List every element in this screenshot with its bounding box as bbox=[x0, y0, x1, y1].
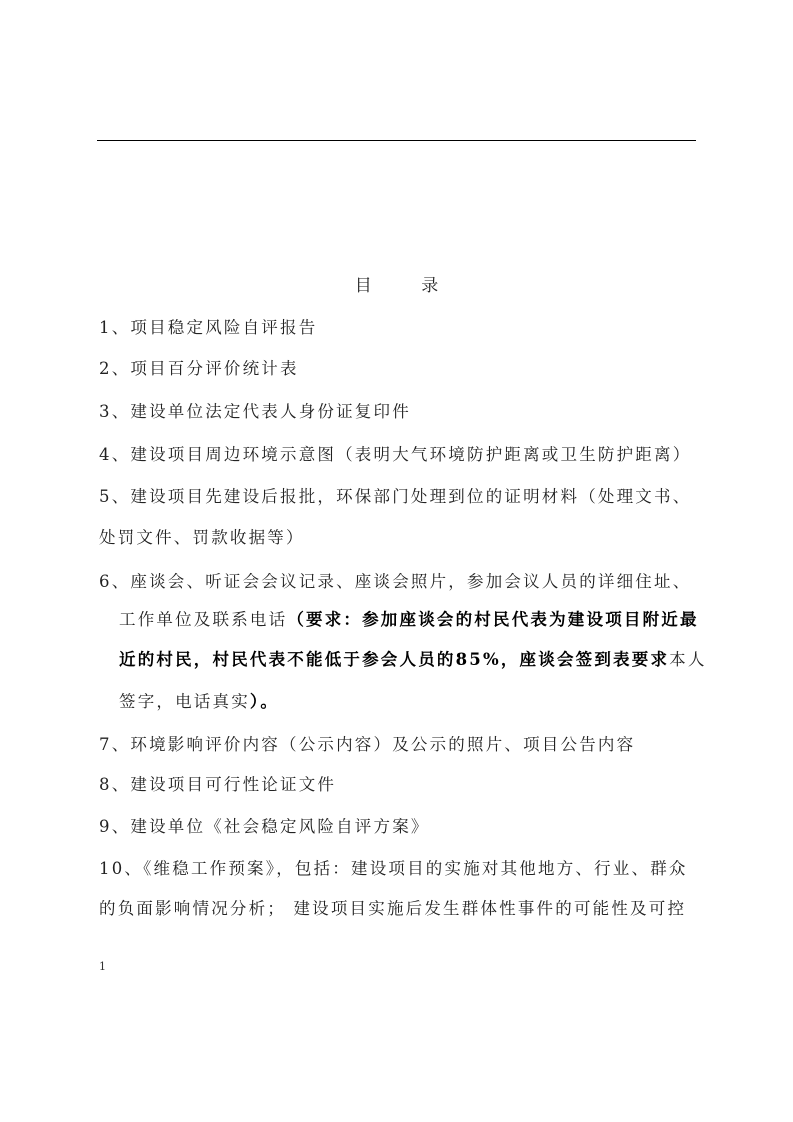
toc-item-7: 7、环境影响评价内容（公示内容）及公示的照片、项目公告内容 bbox=[99, 735, 636, 754]
toc-item-5-line-1: 5、建设项目先建设后报批，环保部门处理到位的证明材料（处理文书、 bbox=[99, 487, 692, 506]
toc-item-10-line-1: 10、《维稳工作预案》，包括：建设项目的实施对其他地方、行业、群众 bbox=[99, 859, 688, 878]
toc-title: 目 录 bbox=[354, 276, 461, 296]
toc-item-1: 1、项目稳定风险自评报告 bbox=[99, 318, 318, 337]
toc-item-6-line-4 bbox=[119, 690, 279, 714]
toc-item-6-line-3 bbox=[119, 648, 707, 672]
requirement-text-cont: 近的村民，村民代表不能低于参会人员的85%，座谈会签到表要求 bbox=[119, 650, 670, 669]
toc-item-8: 8、建设项目可行性论证文件 bbox=[99, 775, 337, 794]
toc-item-2: 2、项目百分评价统计表 bbox=[99, 359, 299, 378]
page-number: 1 bbox=[99, 960, 106, 973]
signature-text-cont: 签字，电话真实 bbox=[119, 692, 250, 711]
toc-item-3: 3、建设单位法定代表人身份证复印件 bbox=[99, 402, 411, 421]
toc-item-9: 9、建设单位《社会稳定风险自评方案》 bbox=[99, 817, 430, 836]
contact-text: 工作单位及联系电话 bbox=[119, 610, 288, 629]
header-rule bbox=[97, 140, 696, 141]
toc-item-10-line-2: 的负面影响情况分析； 建设项目实施后发生群体性事件的可能性及可控 bbox=[99, 899, 687, 918]
toc-item-6-line-1: 6、座谈会、听证会会议记录、座谈会照片，参加会议人员的详细住址、 bbox=[99, 572, 692, 591]
requirement-text: （要求：参加座谈会的村民代表为建设项目附近最 bbox=[287, 610, 699, 629]
closing-paren: ）。 bbox=[249, 692, 280, 711]
toc-item-5-line-2: 处罚文件、罚款收据等） bbox=[99, 528, 305, 547]
toc-item-4: 4、建设项目周边环境示意图（表明大气环境防护距离或卫生防护距离） bbox=[99, 445, 692, 464]
signature-text: 本人 bbox=[669, 650, 707, 669]
toc-item-6-line-2 bbox=[119, 608, 699, 632]
